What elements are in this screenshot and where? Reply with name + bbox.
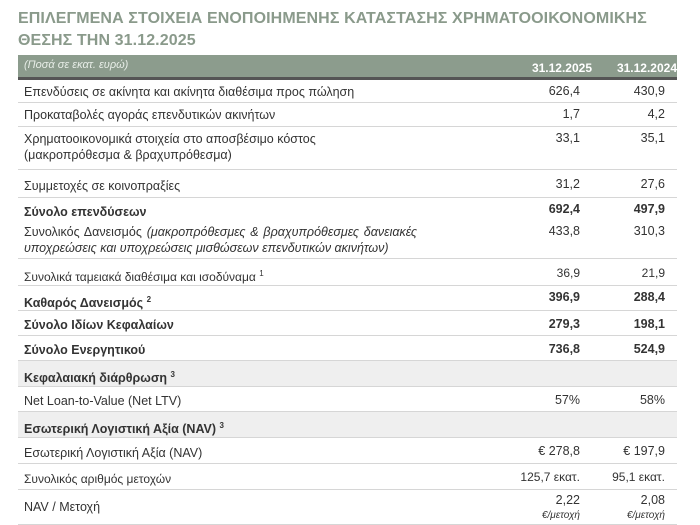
table-header — [18, 55, 677, 80]
table-row: Εσωτερική Λογιστική Αξία (NAV) € 278,8 € 197,9 — [18, 438, 677, 464]
section-row-capital-structure: Κεφαλαιακή διάρθρωση $^3$ — [18, 361, 677, 387]
table-row: Συνολικός αριθμός μετοχών 125,7 εκατ. 95,1 εκατ. — [18, 464, 677, 490]
table-row: Επενδύσεις σε ακίνητα και ακίνητα διαθέσιμα προς πώληση 626,4 430,9 — [18, 80, 677, 103]
financial-position-table — [18, 55, 677, 525]
col-header-2025: 31.12.2025 — [531, 61, 592, 75]
section-row-nav: Εσωτερική Λογιστική Αξία (NAV) $^3$ — [18, 412, 677, 438]
table-row: NAV / Μετοχή 2,22 €/μετοχή 2,08 €/μετοχή — [18, 490, 677, 525]
table-row: Προκαταβολές αγοράς επενδυτικών ακινήτων 1,7 4,2 — [18, 103, 677, 127]
unit-label: (Ποσά σε εκατ. ευρώ) — [24, 59, 129, 71]
table-row: Σύνολο επενδύσεων 692,4 497,9 — [24, 202, 665, 219]
table-row: Συνολικός Δανεισμός (μακροπρόθεσμες & βραχυπρόθεσμες δανειακές υποχρεώσεις και υποχρεώσεις μισθώσεων επενδυτικών ακινήτων) 433,8 310,3 — [18, 220, 677, 259]
table-row: Καθαρός Δανεισμός $^2$ 396,9 288,4 — [18, 286, 677, 311]
col-header-2024: 31.12.2024 — [616, 61, 677, 75]
table-row: Net Loan-to-Value (Net LTV) 57% 58% — [18, 387, 677, 412]
table-row: Χρηματοοικονομικά στοιχεία στο αποσβέσιμο κόστος (μακροπρόθεσμα & βραχυπρόθεσμα) 33,1 35,1 — [18, 127, 677, 170]
page-title: ΕΠΙΛΕΓΜΕΝΑ ΣΤΟΙΧΕΙΑ ΕΝΟΠΟΙΗΜΕΝΗΣ ΚΑΤΑΣΤΑΣΗΣ ΧΡΗΜΑΤΟΟΙΚΟΝΟΜΙΚΗΣ ΘΕΣΗΣ ΤΗΝ 31.12.2025 — [18, 10, 647, 49]
table-row: Συμμετοχές σε κοινοπραξίες 31,2 27,6 — [18, 170, 677, 198]
table-row: Σύνολο Ιδίων Κεφαλαίων 279,3 198,1 — [18, 311, 677, 336]
table-row: Σύνολο Ενεργητικού 736,8 524,9 — [18, 336, 677, 361]
table-row: Συνολικά ταμειακά διαθέσιμα και ισοδύναμα $^1$ 36,9 21,9 — [18, 259, 677, 286]
